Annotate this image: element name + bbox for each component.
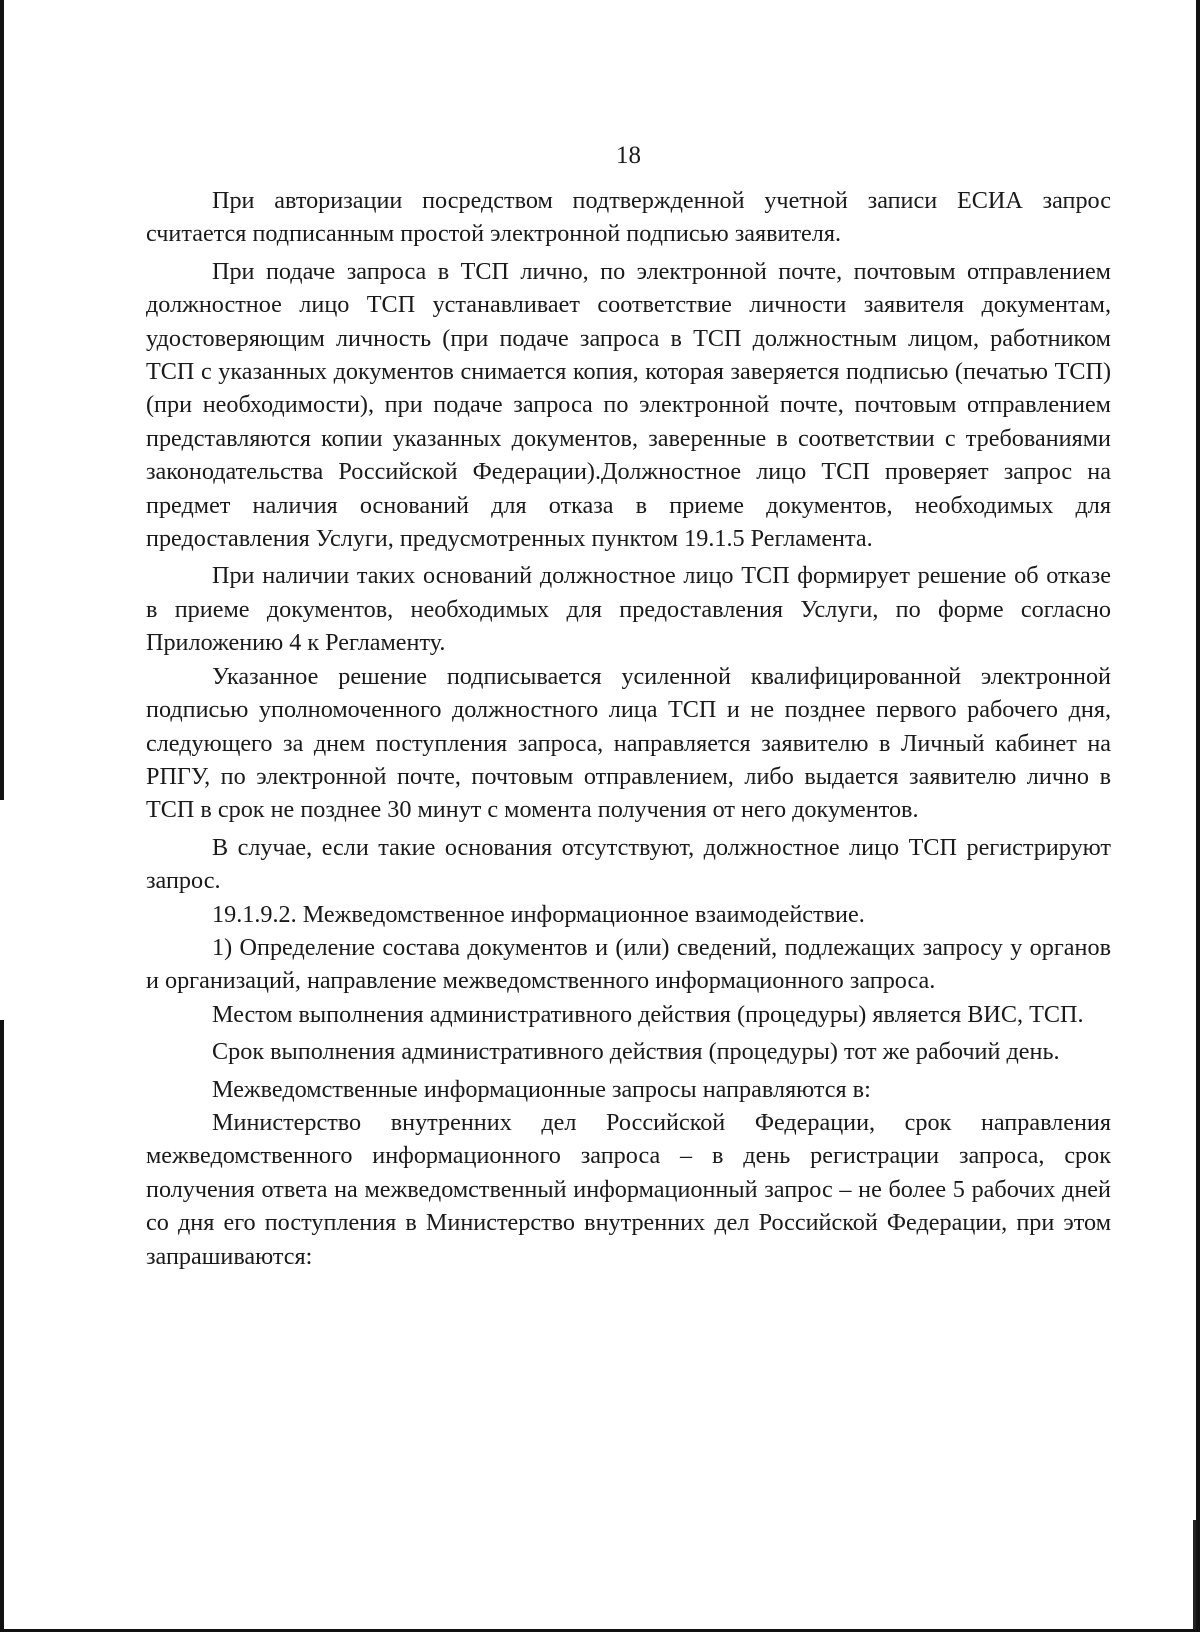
paragraph-requests-sent-to: Межведомственные информационные запросы направляются в:	[212, 1075, 871, 1103]
scan-border-right-shadow	[1193, 1520, 1196, 1632]
page-number: 18	[616, 142, 641, 169]
paragraph-execution-term: Срок выполнения административного действия (процедуры) тот же рабочий день.	[212, 1038, 1060, 1066]
paragraph-registration: В случае, если такие основания отсутствуют, должностное лицо ТСП регистрируют запрос.	[146, 833, 1111, 895]
document-page	[146, 140, 1111, 1273]
section-heading-interagency: 19.1.9.2. Межведомственное информационное взаимодействие.	[212, 900, 865, 928]
paragraph-esia-authorization: При авторизации посредством подтвержденной учетной записи ЕСИА запрос считается подписанным простой электронной подписью заявителя.	[146, 187, 1111, 248]
scan-border-left-gap	[0, 800, 6, 1020]
paragraph-identity-verification: При подаче запроса в ТСП лично, по электронной почте, почтовым отправлением должностное лицо ТСП устанавливает соответствие личности заявителя документам, удостоверяющим личность (при подаче запроса в ТСП должностным лицом, работником ТСП с указанных документов снимается копия, которая заверяется подписью (печатью ТСП) (при необходимости), при подаче запроса по электронной почте, почтовым отправлением представляются копии указанных документов, заверенные в соответствии с требованиями законодательства Российской Федерации).Должностное лицо ТСП проверяет запрос на предмет наличия оснований для отказа в приеме документов, необходимых для предоставления Услуги, предусмотренных пунктом 19.1.5 Регламента.	[146, 257, 1111, 553]
paragraph-ministry-internal-affairs: Министерство внутренних дел Российской Федерации, срок направления межведомственного информационного запроса – в день регистрации запроса, срок получения ответа на межведомственный информационный запрос – не более 5 рабочих дней со дня его поступления в Министерство внутренних дел Российской Федерации, при этом запрашиваются:	[146, 1108, 1111, 1270]
scan-border-right	[1196, 0, 1200, 1632]
paragraph-place-of-execution: Местом выполнения административного действия (процедуры) является ВИС, ТСП.	[212, 1000, 1084, 1028]
paragraph-document-composition: 1) Определение состава документов и (или) сведений, подлежащих запросу у органов и организаций, направление межведомственного информационного запроса.	[146, 933, 1111, 995]
paragraph-refusal-decision: При наличии таких оснований должностное лицо ТСП формирует решение об отказе в приеме документов, необходимых для предоставления Услуги, по форме согласно Приложению 4 к Регламенту.	[146, 562, 1111, 657]
paragraph-decision-signing: Указанное решение подписывается усиленной квалифицированной электронной подписью уполномоченного должностного лица ТСП и не позднее первого рабочего дня, следующего за днем поступления запроса, направляется заявителю в Личный кабинет на РПГУ, по электронной почте, почтовым отправлением, либо выдается заявителю лично в ТСП в срок не позднее 30 минут с момента получения от него документов.	[146, 662, 1111, 824]
